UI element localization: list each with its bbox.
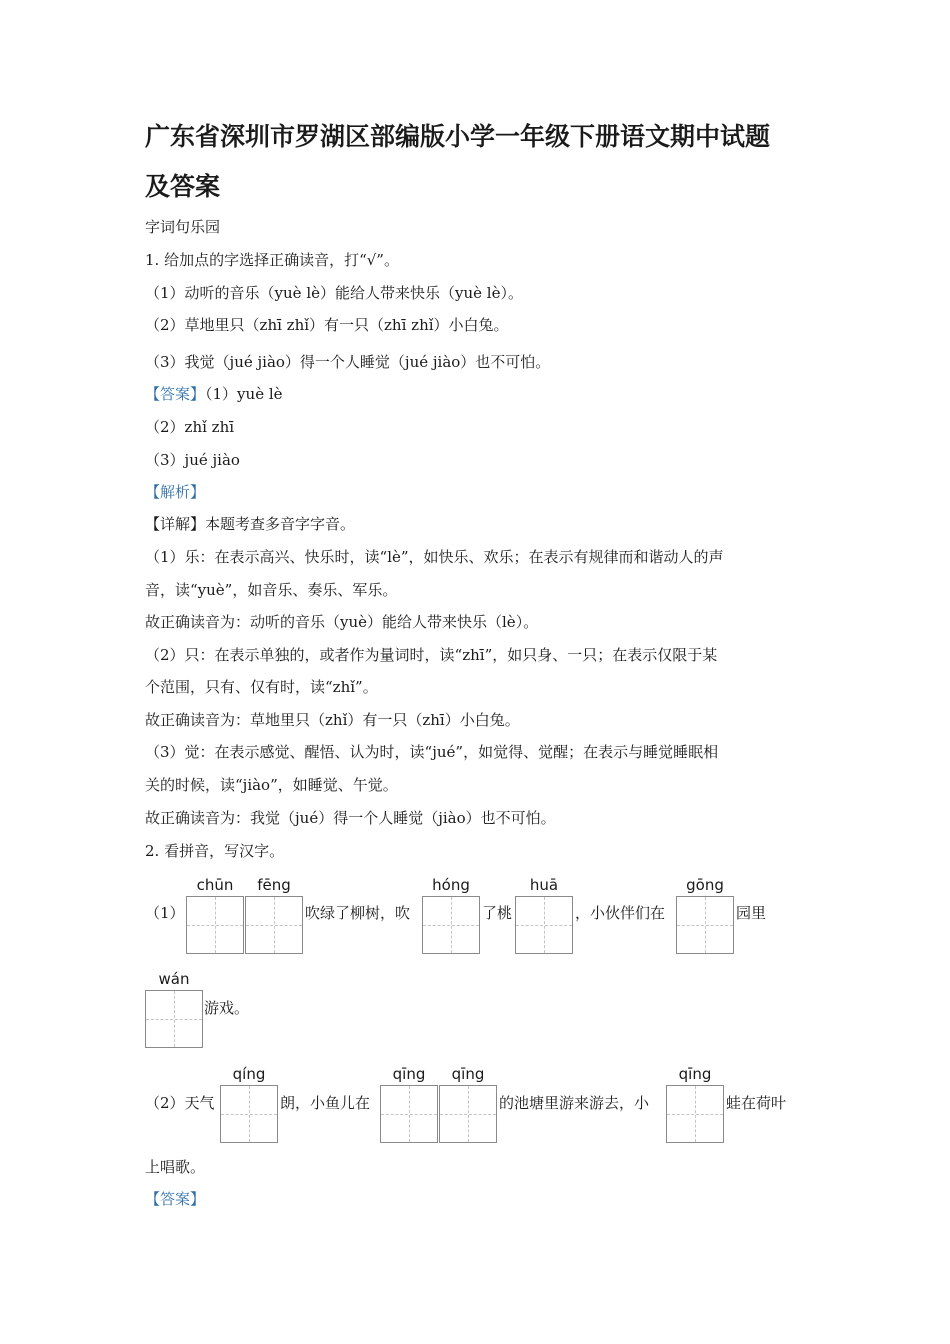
q1-analysis-9: 故正确读音为：我觉（jué）得一个人睡觉（jiào）也不可怕。 bbox=[145, 809, 556, 827]
q1-analysis-1: （1）乐：在表示高兴、快乐时，读“lè”，如快乐、欢乐；在表示有规律而和谐动人的声 bbox=[145, 548, 724, 566]
pinyin-qing-2: qíng bbox=[232, 1065, 266, 1083]
q2-s2-text-3: 蛙在荷叶 bbox=[726, 1094, 787, 1112]
q1-analysis-3: 故正确读音为：动听的音乐（yuè）能给人带来快乐（lè）。 bbox=[145, 613, 539, 631]
writing-box[interactable] bbox=[515, 896, 573, 954]
title-line-2: 及答案 bbox=[145, 172, 221, 201]
q1-answer-tag: 【答案】 bbox=[145, 385, 206, 403]
pinyin-qing-1b: qīng bbox=[451, 1065, 485, 1083]
q2-s1-text-1: 吹绿了柳树，吹 bbox=[305, 904, 411, 922]
document-title bbox=[145, 112, 825, 212]
pinyin-wan: wán bbox=[158, 970, 190, 988]
writing-box[interactable] bbox=[245, 896, 303, 954]
q1-item-3: （3）我觉（jué jiào）得一个人睡觉（jué jiào）也不可怕。 bbox=[145, 353, 551, 371]
q1-analysis-5: 个范围，只有、仅有时，读“zhǐ”。 bbox=[145, 678, 378, 696]
q1-stem: 1. 给加点的字选择正确读音，打“√”。 bbox=[145, 251, 399, 269]
q1-analysis-2: 音，读“yuè”，如音乐、奏乐、军乐。 bbox=[145, 581, 398, 599]
q2-s2-text-1: 朗，小鱼儿在 bbox=[280, 1094, 371, 1112]
pinyin-gong: gōng bbox=[686, 876, 724, 894]
q2-s2-label: （2）天气 bbox=[145, 1094, 215, 1112]
q1-analysis-7: （3）觉：在表示感觉、醒悟、认为时，读“jué”，如觉得、觉醒；在表示与睡觉睡眠相 bbox=[145, 743, 719, 761]
pinyin-qing-1c: qīng bbox=[678, 1065, 712, 1083]
writing-box[interactable] bbox=[666, 1085, 724, 1143]
q2-answer-tag: 【答案】 bbox=[145, 1190, 206, 1208]
pinyin-hong: hóng bbox=[432, 876, 470, 894]
pinyin-feng: fēng bbox=[257, 876, 291, 894]
writing-box[interactable] bbox=[380, 1085, 438, 1143]
writing-box[interactable] bbox=[186, 896, 244, 954]
q1-analysis-8: 关的时候，读“jiào”，如睡觉、午觉。 bbox=[145, 776, 398, 794]
pinyin-chun: chūn bbox=[196, 876, 234, 894]
q1-answer-3: （3）jué jiào bbox=[145, 451, 240, 469]
q1-analysis-0: 【详解】本题考查多音字字音。 bbox=[145, 515, 356, 533]
q1-analysis-4: （2）只：在表示单独的，或者作为量词时，读“zhī”，如只身、一只；在表示仅限于某 bbox=[145, 646, 718, 664]
q2-s1-text-2: 了桃 bbox=[482, 904, 513, 922]
pinyin-hua: huā bbox=[529, 876, 559, 894]
section-heading: 字词句乐园 bbox=[145, 218, 221, 236]
q1-answer-1: （1）yuè lè bbox=[205, 385, 283, 403]
q1-analysis-6: 故正确读音为：草地里只（zhǐ）有一只（zhī）小白兔。 bbox=[145, 711, 520, 729]
q2-s1-text-3: ，小伙伴们在 bbox=[575, 904, 666, 922]
writing-box[interactable] bbox=[422, 896, 480, 954]
writing-box[interactable] bbox=[145, 990, 203, 1048]
q2-s2-text-4: 上唱歌。 bbox=[145, 1158, 206, 1176]
q1-item-2: （2）草地里只（zhī zhǐ）有一只（zhī zhǐ）小白兔。 bbox=[145, 316, 509, 334]
q1-answer-2: （2）zhǐ zhī bbox=[145, 418, 235, 436]
q1-answer-line bbox=[145, 384, 283, 404]
q2-s1-label: （1） bbox=[145, 904, 185, 922]
writing-box[interactable] bbox=[676, 896, 734, 954]
q2-s1-text-4: 园里 bbox=[736, 904, 767, 922]
q2-stem: 2. 看拼音，写汉字。 bbox=[145, 842, 285, 860]
q2-s1-text-5: 游戏。 bbox=[204, 999, 250, 1017]
writing-box[interactable] bbox=[439, 1085, 497, 1143]
q1-analysis-tag: 【解析】 bbox=[145, 483, 206, 501]
q2-s2-text-2: 的池塘里游来游去，小 bbox=[499, 1094, 650, 1112]
pinyin-qing-1: qīng bbox=[392, 1065, 426, 1083]
title-line-1: 广东省深圳市罗湖区部编版小学一年级下册语文期中试题 bbox=[145, 122, 771, 151]
q1-item-1: （1）动听的音乐（yuè lè）能给人带来快乐（yuè lè）。 bbox=[145, 284, 523, 302]
writing-box[interactable] bbox=[220, 1085, 278, 1143]
